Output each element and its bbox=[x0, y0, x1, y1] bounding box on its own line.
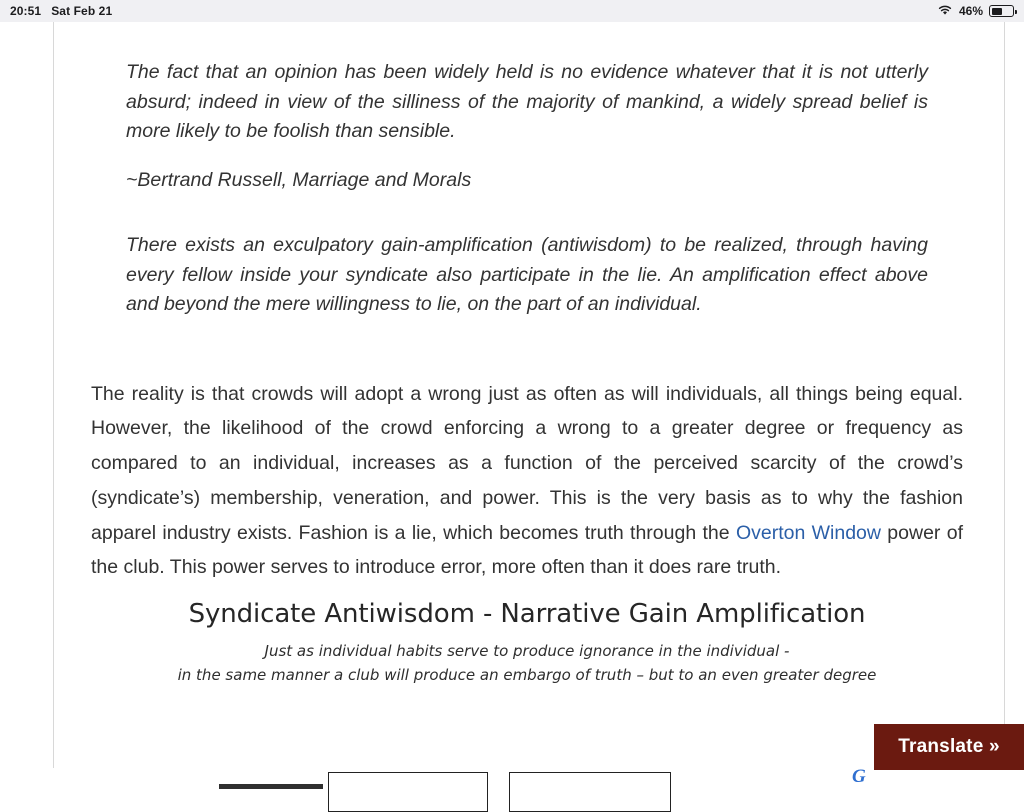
article-content bbox=[54, 22, 1004, 768]
wifi-icon bbox=[937, 4, 953, 19]
figure-box-1 bbox=[328, 772, 488, 812]
figure-box-row bbox=[91, 772, 963, 812]
quote-attribution: ~Bertrand Russell, Marriage and Morals bbox=[126, 169, 472, 191]
body-paragraph bbox=[91, 377, 963, 586]
overton-window-link[interactable]: Overton Window bbox=[735, 521, 881, 544]
article-page bbox=[0, 22, 1024, 787]
paragraph-text-before-link: The reality is that crowds will adopt a wrong just as often as will individuals, all things being equal. However, the likelihood of the crowd enforcing a wrong to a greater degree or frequency as compared to an individual, increases as a function of the perceived scarcity of the crowd’s (syndicate’s) membership, veneration, and power. This is the very basis as to why the fashion apparel industry exists. Fashion is a lie, which becomes truth through the bbox=[91, 382, 963, 544]
status-bar-left bbox=[0, 4, 112, 18]
battery-fill bbox=[992, 8, 1002, 15]
figure-box-2 bbox=[509, 772, 671, 812]
status-bar-right bbox=[937, 4, 1024, 19]
figure-antiwisdom bbox=[91, 598, 963, 686]
blockquote-antiwisdom bbox=[126, 231, 928, 320]
status-bar bbox=[0, 0, 1024, 22]
quote-text-2: There exists an exculpatory gain-amplification (antiwisdom) to be realized, through having every fellow inside your syndicate also participate in the lie. An amplification effect above and beyond the mere willingness to lie, on the part of an individual. bbox=[126, 234, 928, 315]
figure-subtitle-line-2: in the same manner a club will produce an embargo of truth – but to an even greater degree bbox=[177, 666, 877, 684]
figure-title: Syndicate Antiwisdom - Narrative Gain Amplification bbox=[188, 599, 866, 629]
paragraph-text-after-link: power of the club. This power serves to introduce error, more often than it does rare truth. bbox=[91, 521, 964, 579]
figure-subtitle-line-1: Just as individual habits serve to produce ignorance in the individual - bbox=[264, 642, 790, 660]
status-date: Sat Feb 21 bbox=[51, 4, 113, 18]
blockquote-russell bbox=[126, 58, 928, 147]
page-right-rule bbox=[1004, 22, 1005, 768]
translate-button-label: Translate » bbox=[898, 736, 1000, 757]
google-translate-mark: G bbox=[852, 766, 866, 787]
battery-percent-label: 46% bbox=[958, 4, 983, 18]
translate-button[interactable] bbox=[874, 724, 1024, 770]
status-time: 20:51 bbox=[10, 4, 42, 18]
battery-icon bbox=[989, 5, 1014, 17]
quote-text-1: The fact that an opinion has been widely held is no evidence whatever that it is not utterly absurd; indeed in view of the silliness of the majority of mankind, a widely spread belief is more likely to be foolish than sensible. bbox=[126, 61, 928, 142]
